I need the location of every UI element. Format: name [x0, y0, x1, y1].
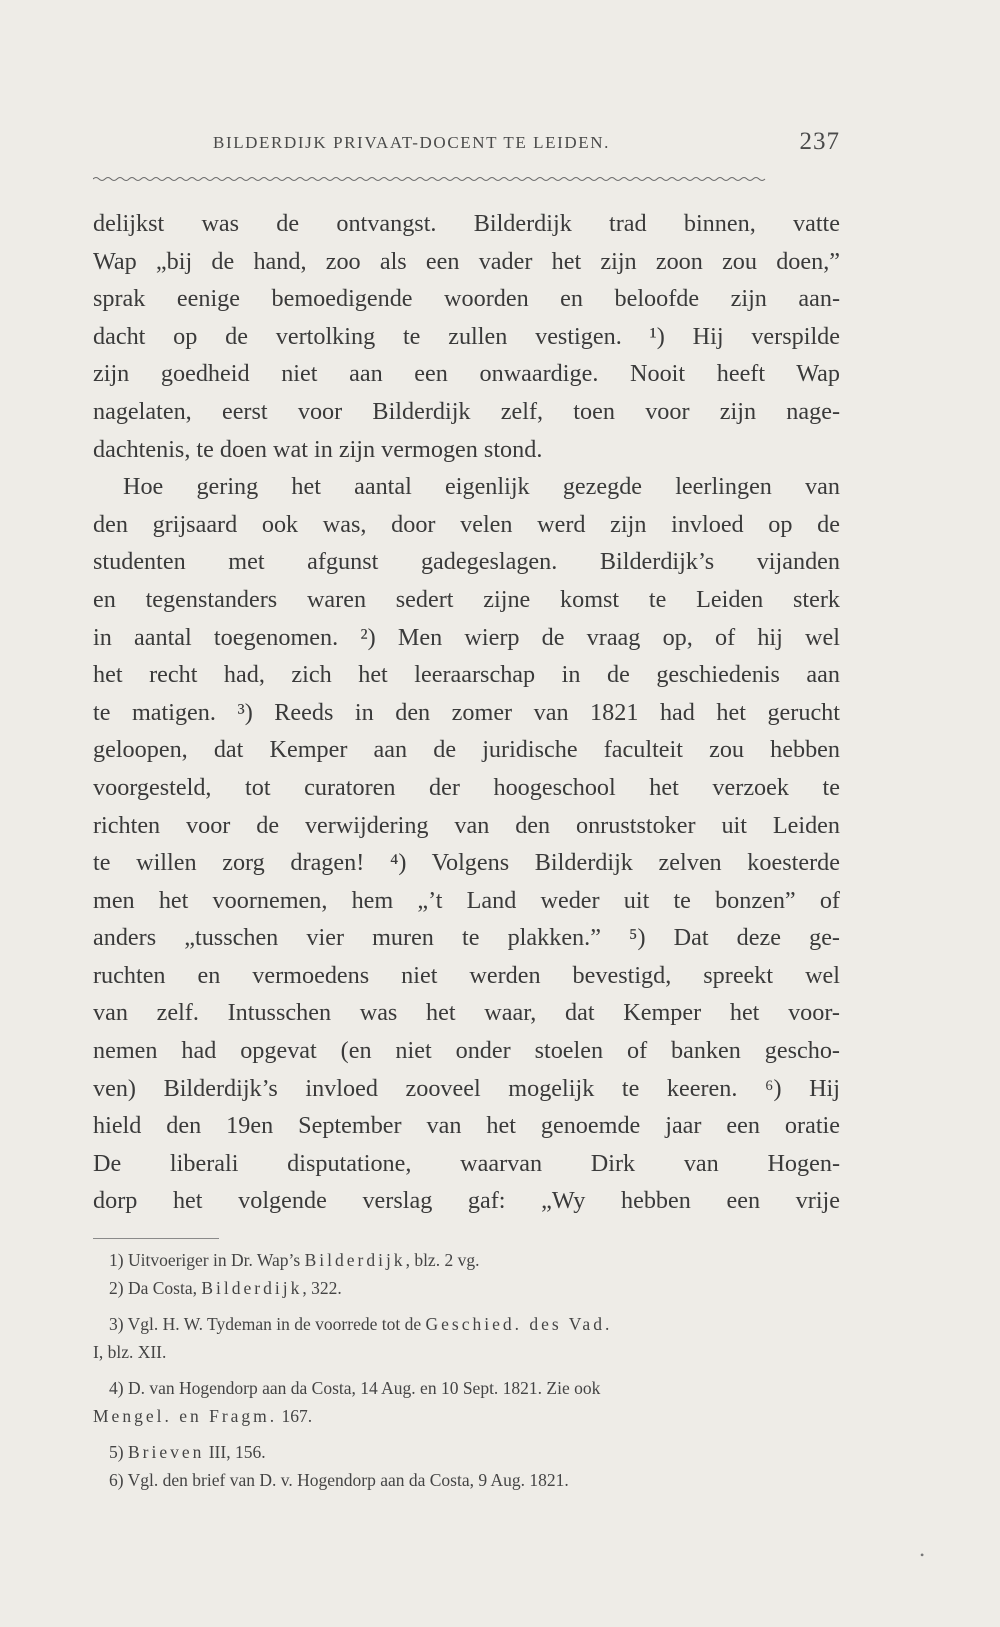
- running-head: [93, 130, 840, 170]
- text-line: te willen zorg dragen! ⁴) Volgens Bilderdijk zelven koesterde: [93, 849, 840, 877]
- footnote-text: D. van Hogendorp aan da Costa, 14 Aug. en 10 Sept. 1821. Zie ook: [127, 1378, 601, 1398]
- text-line: ruchten en vermoedens niet werden bevestigd, spreekt wel: [93, 961, 840, 989]
- footnote-text: Da Costa,: [127, 1278, 197, 1298]
- footnote-marker: 4): [109, 1378, 124, 1398]
- footnote-text: Vgl. H. W. Tydeman in de voorrede tot de: [127, 1314, 422, 1334]
- footnote-text: III, 156.: [204, 1442, 266, 1462]
- text-line: nemen had opgevat (en niet onder stoelen of banken gescho-: [93, 1037, 840, 1065]
- footnote-text: , 322.: [302, 1278, 342, 1298]
- ink-speck: •: [920, 1548, 925, 1562]
- text-line: en tegenstanders waren sedert zijne komst te Leiden sterk: [93, 585, 840, 613]
- footnote-title: Bilderdijk: [201, 1278, 303, 1298]
- footnote-separator: [93, 1238, 219, 1239]
- text-line: voorgesteld, tot curatoren der hoogeschool het verzoek te: [93, 773, 840, 801]
- footnote-2: [93, 1274, 840, 1302]
- footnote-6: [93, 1466, 840, 1494]
- footnote-title: Geschied. des Vad.: [425, 1314, 613, 1334]
- text-line: sprak eenige bemoedigende woorden en beloofde zijn aan-: [93, 285, 840, 313]
- footnote-1: [93, 1246, 840, 1274]
- footnote-title: Bilderdijk: [304, 1250, 406, 1270]
- body-text: [93, 205, 840, 1220]
- footnote-text: , blz. 2 vg.: [405, 1250, 480, 1270]
- footnote-4: [93, 1374, 840, 1402]
- page-number: 237: [799, 128, 840, 155]
- footnote-title: Brieven: [127, 1442, 205, 1462]
- text-line: te matigen. ³) Reeds in den zomer van 1821 had het gerucht: [93, 698, 840, 726]
- text-line: Wap „bij de hand, zoo als een vader het zijn zoon zou doen,”: [93, 247, 840, 275]
- text-line: Hoe gering het aantal eigenlijk gezegde leerlingen van: [123, 473, 840, 501]
- text-line: geloopen, dat Kemper aan de juridische faculteit zou hebben: [93, 736, 840, 764]
- text-line: zijn goedheid niet aan een onwaardige. Nooit heeft Wap: [93, 360, 840, 388]
- running-head-title: BILDERDIJK PRIVAAT-DOCENT TE LEIDEN.: [213, 133, 610, 152]
- text-line: De liberali disputatione, waarvan Dirk van Hogen-: [93, 1149, 840, 1177]
- text-line: studenten met afgunst gadegeslagen. Bilderdijk’s vijanden: [93, 548, 840, 576]
- text-line: delijkst was de ontvangst. Bilderdijk trad binnen, vatte: [93, 210, 840, 237]
- text-line: het recht had, zich het leeraarschap in de geschiedenis aan: [93, 661, 840, 689]
- footnote-3-continuation: I, blz. XII.: [93, 1342, 167, 1362]
- footnote-title: Mengel. en Fragm.: [93, 1406, 278, 1426]
- text-line: dorp het volgende verslag gaf: „Wy hebben een vrije: [93, 1187, 840, 1215]
- text-line: in aantal toegenomen. ²) Men wierp de vraag op, of hij wel: [93, 623, 840, 651]
- footnote-3: [93, 1310, 840, 1338]
- text-line: van zelf. Intusschen was het waar, dat Kemper het voor-: [93, 999, 840, 1027]
- footnote-5: [93, 1438, 840, 1466]
- text-line: hield den 19en September van het genoemde jaar een oratie: [93, 1112, 840, 1140]
- text-line: dacht op de vertolking te zullen vestigen. ¹) Hij verspilde: [93, 322, 840, 350]
- footnote-text: Uitvoeriger in Dr. Wap’s: [127, 1250, 301, 1270]
- text-line: men het voornemen, hem „’t Land weder uit te bonzen” of: [93, 886, 840, 914]
- footnotes: [93, 1246, 840, 1494]
- footnote-marker: 2): [109, 1278, 124, 1298]
- footnote-text: Vgl. den brief van D. v. Hogendorp aan da Costa, 9 Aug. 1821.: [127, 1470, 569, 1490]
- footnote-marker: 6): [109, 1470, 124, 1490]
- text-line: nagelaten, eerst voor Bilderdijk zelf, toen voor zijn nage-: [93, 397, 840, 425]
- footnote-marker: 1): [109, 1250, 124, 1270]
- text-line: richten voor de verwijdering van den onruststoker uit Leiden: [93, 811, 840, 839]
- footnote-text: 167.: [277, 1406, 313, 1426]
- decorative-rule: [93, 176, 840, 182]
- text-line: anders „tusschen vier muren te plakken.” ⁵) Dat deze ge-: [93, 924, 840, 952]
- text-line: dachtenis, te doen wat in zijn vermogen stond.: [93, 435, 543, 463]
- text-line: den grijsaard ook was, door velen werd zijn invloed op de: [93, 510, 840, 538]
- text-line: ven) Bilderdijk’s invloed zooveel mogelijk te keeren. ⁶) Hij: [93, 1074, 840, 1102]
- footnote-marker: 3): [109, 1314, 124, 1334]
- footnote-marker: 5): [109, 1442, 124, 1462]
- footnote-4-continuation: [93, 1402, 840, 1430]
